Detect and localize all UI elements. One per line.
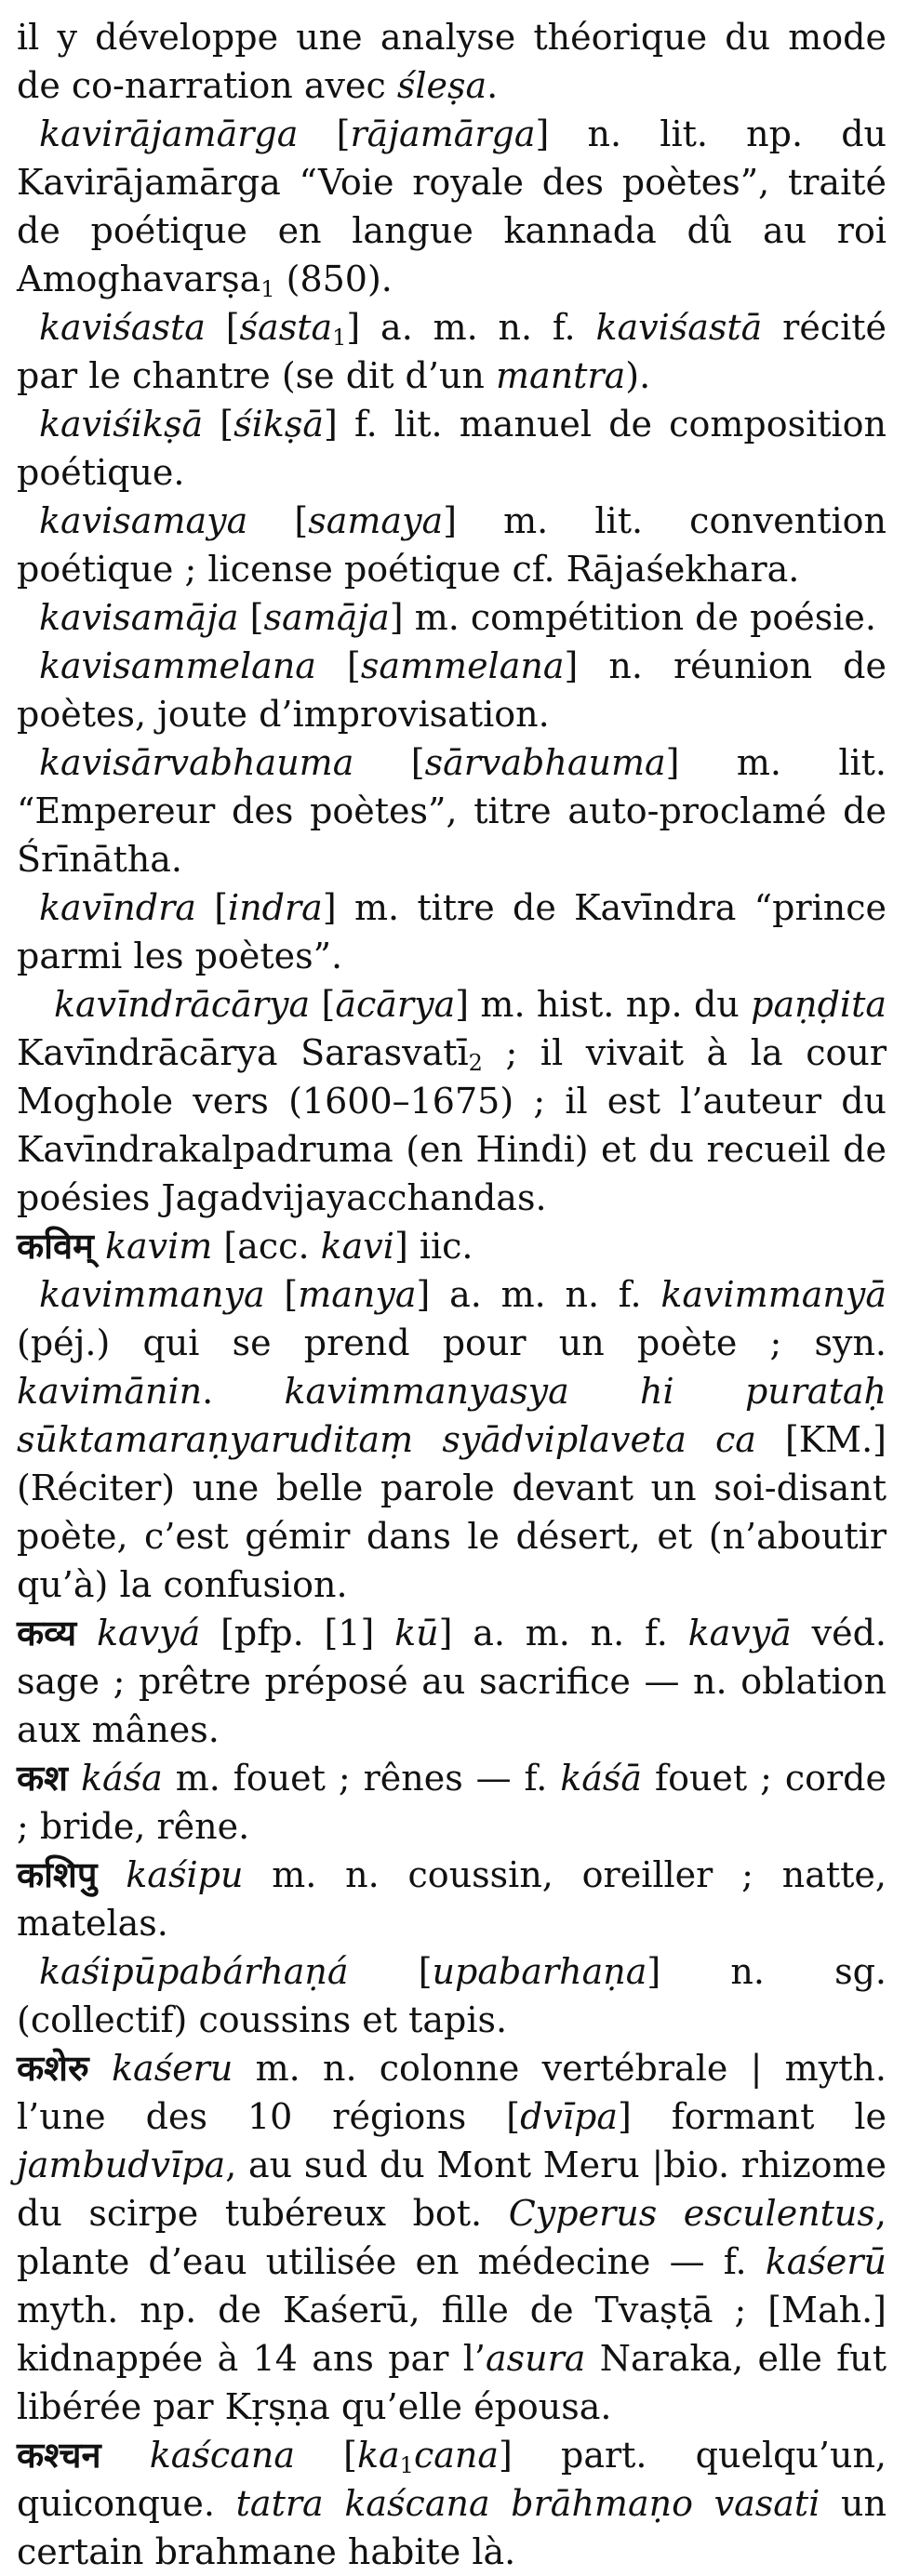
- italic-term: samaya: [308, 500, 444, 541]
- italic-term: kavimmanyā: [660, 1274, 887, 1315]
- italic-term: kavisārvabhauma: [39, 742, 354, 783]
- entry-text: ] a. m. n. f.: [438, 1613, 688, 1653]
- subscript-number: 1: [260, 276, 275, 302]
- entry-text: m. n. colonne vertébrale | myth. l’une des 10 régions [: [17, 2048, 887, 2137]
- italic-term: tatra kaścana brāhmaṇo vasati: [235, 2483, 820, 2524]
- entry-kasipupabarhana: [17, 1947, 887, 2044]
- italic-term: kaśerū: [765, 2241, 887, 2282]
- italic-term: sārvabhauma: [424, 742, 666, 783]
- italic-term: mantra: [496, 355, 626, 396]
- entry-kavindracarya: [17, 980, 887, 1222]
- entry-text: [: [348, 1951, 433, 1992]
- entry-kavisamaya: [17, 497, 887, 593]
- italic-term: śikṣā: [233, 404, 324, 445]
- italic-term: manya: [298, 1274, 417, 1315]
- entry-text: [: [247, 500, 309, 541]
- entry-text: [: [294, 2435, 357, 2476]
- italic-term: kavirājamārga: [39, 113, 299, 154]
- subscript-number: 2: [468, 1050, 483, 1076]
- entry-kasa: [17, 1754, 887, 1851]
- italic-term: kavimānin: [17, 1371, 203, 1412]
- italic-term: jambudvīpa: [17, 2144, 226, 2185]
- entry-kavim: [17, 1222, 887, 1270]
- entry-text: [89, 2048, 112, 2089]
- italic-term: kaścana: [149, 2435, 295, 2476]
- entry-kavisammelana: [17, 642, 887, 738]
- italic-term: kavīndra: [39, 887, 196, 928]
- entry-text: ] a. m. n. f.: [346, 307, 596, 348]
- italic-term: samāja: [263, 597, 390, 638]
- entry-text: ] n. lit. np. du Kavirājamārga “Voie royale des poètes”, traité de poétique en langue kannada dû au roi Amoghavarṣa: [17, 113, 887, 299]
- entry-kavisiksa: [17, 400, 887, 497]
- italic-term: ācārya: [335, 984, 456, 1025]
- entry-text: m. n. coussin, oreiller ; natte, matelas.: [17, 1854, 887, 1944]
- italic-term: kaśipu: [126, 1854, 244, 1895]
- italic-term: kavimmanya: [39, 1274, 265, 1315]
- italic-term: Cyperus esculentus: [508, 2193, 875, 2234]
- entry-text: [: [238, 597, 264, 638]
- italic-term: kaśipūpabárhaṇá: [39, 1951, 349, 1992]
- italic-term: kavisamāja: [39, 597, 239, 638]
- devanagari-headword: कश्चन: [17, 2435, 101, 2476]
- entry-text: m. fouet ; rênes — f.: [162, 1758, 561, 1799]
- entry-text: ] m. lit. “Empereur des poètes”, titre auto-proclamé de Śrīnātha.: [17, 742, 887, 880]
- italic-term: kavisamaya: [39, 500, 248, 541]
- entry-text: [: [353, 742, 425, 783]
- entry-kavimmanya: [17, 1270, 887, 1609]
- italic-term: upabarhaṇa: [432, 1951, 647, 1992]
- italic-term: kavim: [104, 1226, 213, 1267]
- entry-text: ] f. lit. manuel de composition poétique.: [17, 404, 887, 493]
- entry-kaseru: [17, 2044, 887, 2431]
- italic-term: cana: [413, 2435, 500, 2476]
- italic-term: paṇḍita: [751, 984, 887, 1025]
- italic-term: kavyá: [97, 1613, 201, 1653]
- italic-term: kavīndrācārya: [54, 984, 311, 1025]
- entry-text: ] part. quelqu’un, quiconque.: [17, 2435, 887, 2524]
- italic-term: dvīpa: [520, 2096, 619, 2137]
- entry-text: [pfp. [1]: [200, 1613, 395, 1653]
- entry-kavya: [17, 1609, 887, 1754]
- italic-term: rājamārga: [350, 113, 536, 154]
- entry-text: récité par le chantre (se dit d’un: [17, 307, 887, 396]
- italic-term: kaviśastā: [595, 307, 763, 348]
- devanagari-headword: कशिपु: [17, 1854, 98, 1895]
- entry-text: [: [310, 984, 336, 1025]
- entry-kavindra: [17, 883, 887, 980]
- entry-text: [97, 1854, 126, 1895]
- entry-text: [: [205, 307, 240, 348]
- entry-text: ).: [625, 355, 651, 396]
- italic-term: śleṣa: [396, 65, 487, 106]
- entry-text: [: [203, 404, 234, 445]
- entry-text: ] a. m. n. f.: [416, 1274, 661, 1315]
- entry-text: [: [195, 887, 229, 928]
- entry-text: véd. sage ; prêtre préposé au sacrifice — n. oblation aux mânes.: [17, 1613, 887, 1750]
- entry-kasipu: [17, 1851, 887, 1947]
- subscript-number: 1: [399, 2452, 414, 2478]
- entry-text: (850).: [274, 259, 393, 299]
- entry-text: ] m. hist. np. du: [455, 984, 752, 1025]
- entry-text: [94, 1226, 105, 1267]
- italic-term: kaviśikṣā: [39, 404, 204, 445]
- italic-term: kaviśasta: [39, 307, 206, 348]
- entry-kavisarvabhauma: [17, 738, 887, 883]
- devanagari-headword: कश: [17, 1758, 69, 1799]
- italic-term: kavi: [320, 1226, 394, 1267]
- italic-term: kū: [394, 1613, 439, 1653]
- entry-text: .: [487, 65, 499, 106]
- italic-term: kaśeru: [112, 2048, 233, 2089]
- entry-text: myth. np. de Kaśerū, fille de Tvaṣṭā ; [Mah.] kidnappée à 14 ans par l’: [17, 2290, 887, 2379]
- italic-term: káśā: [560, 1758, 643, 1799]
- entry-text: ] n. sg. (collectif) coussins et tapis.: [17, 1951, 887, 2040]
- italic-term: kavyā: [687, 1613, 792, 1653]
- italic-term: ka: [356, 2435, 400, 2476]
- entry-intro: [17, 13, 887, 110]
- entry-text: .: [202, 1371, 285, 1412]
- devanagari-headword: कव्य: [17, 1613, 77, 1653]
- entry-text: ; il vivait à la cour Moghole vers (1600–1675) ; il est l’auteur du Kavīndrakalpadruma (en Hindi) et du recueil de poésies Jagadvijayacchandas.: [17, 1032, 887, 1218]
- entry-text: (péj.) qui se prend pour un poète ; syn.: [17, 1322, 887, 1363]
- entry-text: il y développe une analyse théorique du mode de co-narration avec: [17, 17, 887, 106]
- entry-text: [: [298, 113, 351, 154]
- entry-text: [76, 1613, 97, 1653]
- italic-term: káśa: [80, 1758, 163, 1799]
- entry-kavisamaja: [17, 593, 887, 642]
- entry-kavirajamarga: [17, 110, 887, 303]
- devanagari-headword: कशेरु: [17, 2048, 89, 2089]
- entry-text: un certain brahmane habite là.: [17, 2483, 887, 2572]
- entry-text: [: [264, 1274, 299, 1315]
- entry-text: ] m. titre de Kavīndra “prince parmi les poètes”.: [17, 887, 887, 976]
- entry-text: Naraka, elle fut libérée par Kṛṣṇa qu’elle épousa.: [17, 2338, 887, 2427]
- entry-text: [KM.] (Réciter) une belle parole devant un soi-disant poète, c’est gémir dans le désert, et (n’aboutir qu’à) la confusion.: [17, 1419, 887, 1605]
- italic-term: sammelana: [360, 645, 565, 686]
- entry-text: ] m. compétition de poésie.: [389, 597, 876, 638]
- subscript-number: 1: [332, 325, 347, 351]
- entry-text: fouet ; corde ; bride, rêne.: [17, 1758, 887, 1847]
- entry-kascana: [17, 2431, 887, 2576]
- devanagari-headword: कविम्: [17, 1226, 94, 1267]
- entry-text: [: [315, 645, 361, 686]
- italic-term: indra: [228, 887, 323, 928]
- entry-text: ] n. réunion de poètes, joute d’improvisation.: [17, 645, 887, 735]
- entry-text: , au sud du Mont Meru |bio. rhizome du scirpe tubéreux bot.: [17, 2144, 887, 2234]
- italic-term: kavimmanyasya hi purataḥ sūktamaraṇyaruditaṃ syādviplaveta ca: [17, 1371, 887, 1460]
- entry-kavisasta: [17, 303, 887, 400]
- entry-text: Kavīndrācārya Sarasvatī: [17, 1032, 469, 1073]
- entry-text: ] formant le: [618, 2096, 887, 2137]
- entry-text: [68, 1758, 81, 1799]
- entry-text: [101, 2435, 150, 2476]
- entry-text: ] iic.: [393, 1226, 473, 1267]
- entry-text: [acc.: [212, 1226, 321, 1267]
- entry-text: ] m. lit. convention poétique ; license poétique cf. Rājaśekhara.: [17, 500, 887, 590]
- italic-term: kavisammelana: [39, 645, 316, 686]
- italic-term: śasta: [239, 307, 333, 348]
- italic-term: asura: [485, 2338, 586, 2379]
- entry-text: , plante d’eau utilisée en médecine — f.: [17, 2193, 887, 2282]
